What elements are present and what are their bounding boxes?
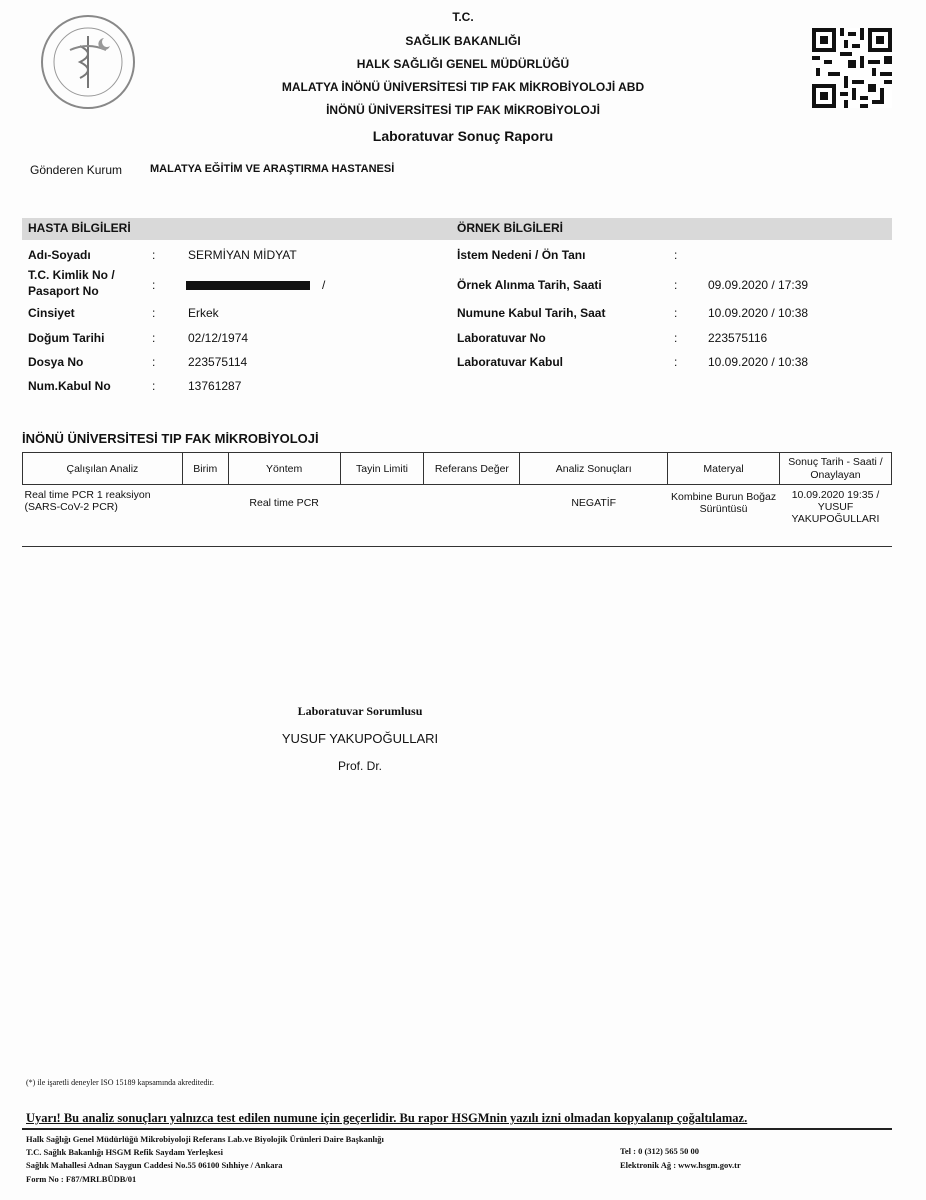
column-header: Referans Değer: [424, 453, 520, 485]
sender-value: MALATYA EĞİTİM VE ARAŞTIRMA HASTANESİ: [150, 163, 395, 175]
approval-cell: 10.09.2020 19:35 / YUSUF YAKUPOĞULLARI: [791, 489, 880, 525]
results-table: [22, 452, 892, 547]
birth-date-label: Doğum Tarihi: [28, 331, 105, 345]
footer-rule: [22, 1128, 892, 1130]
results-bottom-rule: [22, 546, 892, 547]
id-label-line1: T.C. Kimlik No /: [28, 268, 115, 282]
column-header: Çalışılan Analiz: [23, 453, 183, 485]
signature-title: Prof. Dr.: [337, 759, 382, 773]
sender-label: Gönderen Kurum: [30, 163, 123, 177]
colon: :: [674, 248, 678, 262]
header-line-lab: İNÖNÜ ÜNİVERSİTESİ TIP FAK MİKROBİYOLOJİ: [326, 103, 600, 117]
sample-received-label: Numune Kabul Tarih, Saat: [457, 306, 606, 320]
name-label: Adı-Soyadı: [28, 248, 91, 262]
table-row: [23, 485, 892, 548]
accept-no-label: Num.Kabul No: [28, 379, 111, 393]
results-header-row: [23, 453, 892, 485]
results-section-title: İNÖNÜ ÜNİVERSİTESİ TIP FAK MİKROBİYOLOJİ: [22, 431, 319, 446]
report-title: Laboratuvar Sonuç Raporu: [372, 128, 554, 144]
sample-received-value: 10.09.2020 / 10:38: [708, 306, 809, 320]
header-line-directorate: HALK SAĞLIĞI GENEL MÜDÜRLÜĞÜ: [356, 57, 570, 71]
colon: :: [674, 306, 678, 320]
material-cell: Kombine Burun Boğaz Sürüntüsü: [671, 491, 777, 515]
patient-info-heading: HASTA BİLGİLERİ: [28, 221, 131, 235]
name-value: SERMİYAN MİDYAT: [188, 248, 297, 262]
colon: :: [152, 306, 156, 320]
method-cell: Real time PCR: [249, 497, 319, 509]
footer-website: Elektronik Ağ : www.hsgm.gov.tr: [620, 1160, 741, 1170]
signature-role: Laboratuvar Sorumlusu: [297, 704, 423, 718]
column-header: Tayin Limiti: [340, 453, 424, 485]
colon: :: [152, 355, 156, 369]
header-line-ministry: SAĞLIK BAKANLIĞI: [405, 34, 521, 48]
birth-date-value: 02/12/1974: [188, 331, 249, 345]
sample-info-heading: ÖRNEK BİLGİLERİ: [457, 221, 564, 235]
signature-name: YUSUF YAKUPOĞULLARI: [281, 731, 439, 746]
lab-no-label: Laboratuvar No: [457, 331, 546, 345]
reason-label: İstem Nedeni / Ön Tanı: [457, 248, 586, 262]
id-separator: /: [322, 278, 326, 292]
result-cell: NEGATİF: [571, 497, 617, 509]
reference-cell: [424, 485, 520, 548]
sample-taken-label: Örnek Alınma Tarih, Saati: [457, 278, 602, 292]
header-line-tc: T.C.: [452, 10, 474, 24]
footer-address-line3: Sağlık Mahallesi Adnan Saygun Caddesi No.55 06100 Sıhhiye / Ankara: [26, 1160, 283, 1170]
header-line-department: MALATYA İNÖNÜ ÜNİVERSİTESİ TIP FAK MİKROBİYOLOJİ ABD: [281, 80, 645, 94]
unit-cell: [182, 485, 228, 548]
colon: :: [152, 248, 156, 262]
column-header: Sonuç Tarih - Saati / Onaylayan: [779, 453, 891, 485]
colon: :: [152, 331, 156, 345]
lab-accept-value: 10.09.2020 / 10:38: [708, 355, 809, 369]
file-no-value: 223575114: [188, 355, 248, 369]
footer-form-no: Form No : F87/MRLBÜDB/01: [26, 1174, 137, 1184]
column-header: Analiz Sonuçları: [520, 453, 668, 485]
redaction-bar: [186, 281, 310, 290]
limit-cell: [340, 485, 424, 548]
column-header: Materyal: [668, 453, 780, 485]
footer-address-line2: T.C. Sağlık Bakanlığı HSGM Refik Saydam Yerleşkesi: [26, 1147, 223, 1157]
gender-value: Erkek: [188, 306, 219, 320]
colon: :: [674, 331, 678, 345]
sample-taken-value: 09.09.2020 / 17:39: [708, 278, 809, 292]
colon: :: [674, 355, 678, 369]
gender-label: Cinsiyet: [28, 306, 75, 320]
accreditation-note: (*) ile işaretli deneyler ISO 15189 kapsamında akreditedir.: [26, 1078, 214, 1087]
colon: :: [674, 278, 678, 292]
id-label-line2: Pasaport No: [28, 284, 99, 298]
column-header: Birim: [182, 453, 228, 485]
column-header: Yöntem: [228, 453, 340, 485]
footer-address-line1: Halk Sağlığı Genel Müdürlüğü Mikrobiyoloji Referans Lab.ve Biyolojik Ürünleri Daire Başkanlığı: [26, 1134, 384, 1144]
validity-warning: Uyarı! Bu analiz sonuçları yalnızca test edilen numune için geçerlidir. Bu rapor HSGMnin yazılı izni olmadan kopyalanıp çoğaltılamaz.: [26, 1111, 748, 1125]
footer-phone: Tel : 0 (312) 565 50 00: [620, 1146, 700, 1156]
analysis-cell: Real time PCR 1 reaksiyon (SARS-CoV-2 PCR): [24, 489, 151, 513]
qr-code-icon: [812, 28, 892, 108]
colon: :: [152, 379, 156, 393]
accept-no-value: 13761287: [188, 379, 242, 393]
file-no-label: Dosya No: [28, 355, 84, 369]
colon: :: [152, 278, 156, 292]
lab-no-value: 223575116: [708, 331, 768, 345]
lab-accept-label: Laboratuvar Kabul: [457, 355, 564, 369]
